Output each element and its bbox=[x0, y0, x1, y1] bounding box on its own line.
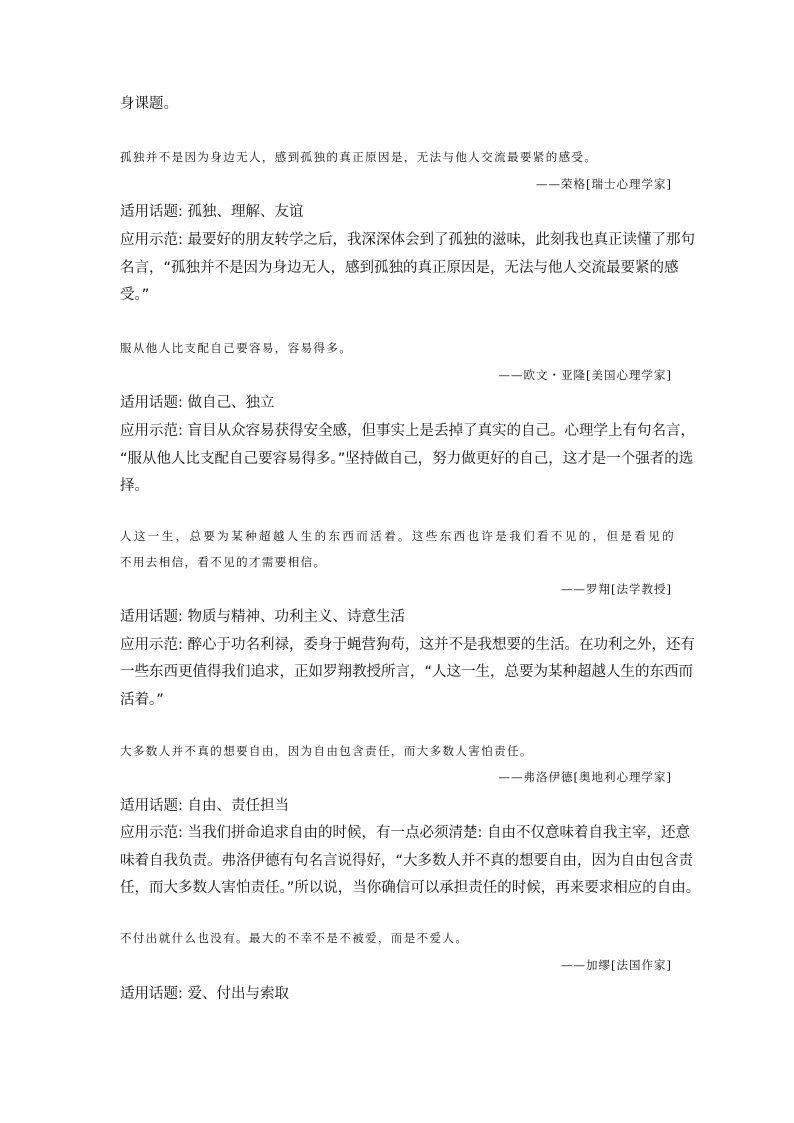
topic-prefix: 适用话题: bbox=[120, 609, 188, 625]
intro-tail-text: 身课题。 bbox=[120, 96, 178, 112]
quote-attribution: ——荣格[瑞士心理学家] bbox=[536, 177, 672, 191]
example-line: 择。 bbox=[120, 478, 149, 494]
quote-text: 服从他人比支配自己要容易，容易得多。 bbox=[120, 341, 353, 355]
topic-line bbox=[120, 796, 289, 816]
example-line: 一些东西更值得我们追求，正如罗翔教授所言，“人这一生，总要为某种超越人生的东西而 bbox=[120, 664, 694, 680]
topic-prefix: 适用话题: bbox=[120, 798, 188, 814]
topic-line bbox=[120, 202, 304, 222]
example-line: 任，而大多数人害怕责任。”所以说，当你确信可以承担责任的时候，再来要求相应的自由。 bbox=[120, 880, 701, 896]
quote-attribution: ——欧文・亚隆[美国心理学家] bbox=[498, 368, 672, 382]
quote-text: 人这一生，总要为某种超越人生的东西而活着。这些东西也许是我们看不见的，但是看见的 bbox=[120, 529, 675, 543]
example-line bbox=[120, 823, 690, 843]
topic-values: 爱、付出与索取 bbox=[187, 986, 289, 1002]
topic-prefix: 适用话题: bbox=[120, 986, 188, 1002]
example-prefix: 应用示范: bbox=[120, 423, 188, 439]
example-line: 活着。” bbox=[120, 692, 164, 708]
quote-attribution: ——弗洛伊德[奥地利心理学家] bbox=[498, 770, 672, 784]
example-line bbox=[120, 230, 695, 250]
example-line bbox=[120, 635, 695, 655]
quote-text: 大多数人并不真的想要自由，因为自由包含责任，而大多数人害怕责任。 bbox=[120, 744, 533, 758]
topic-values: 做自己、独立 bbox=[187, 395, 275, 411]
topic-values: 孤独、理解、友谊 bbox=[187, 204, 304, 220]
topic-prefix: 适用话题: bbox=[120, 204, 188, 220]
quote-attribution: ——加缪[法国作家] bbox=[561, 958, 672, 972]
example-text: 最要好的朋友转学之后，我深深体会到了孤独的滋味，此刻我也真正读懂了那句 bbox=[187, 232, 695, 248]
example-line: “服从他人比支配自己要容易得多。”坚持做自己，努力做更好的自己，这才是一个强者的选 bbox=[120, 451, 694, 467]
example-prefix: 应用示范: bbox=[120, 232, 188, 248]
example-prefix: 应用示范: bbox=[120, 637, 188, 653]
example-text: 盲目从众容易获得安全感，但事实上是丢掉了真实的自己。心理学上有句名言， bbox=[187, 423, 695, 439]
quote-text: 不用去相信，看不见的才需要相信。 bbox=[120, 555, 327, 569]
quote-text: 孤独并不是因为身边无人，感到孤独的真正原因是，无法与他人交流最要紧的感受。 bbox=[120, 150, 598, 164]
topic-prefix: 适用话题: bbox=[120, 395, 188, 411]
example-prefix: 应用示范: bbox=[120, 825, 188, 841]
quote-text: 不付出就什么也没有。最大的不幸不是不被爱，而是不爱人。 bbox=[120, 931, 469, 945]
topic-line bbox=[120, 393, 275, 413]
topic-values: 物质与精神、功利主义、诗意生活 bbox=[187, 609, 405, 625]
example-line: 受。” bbox=[120, 287, 150, 303]
topic-values: 自由、责任担当 bbox=[187, 798, 289, 814]
example-text: 醉心于功名利禄，委身于蝇营狗苟，这并不是我想要的生活。在功利之外，还有 bbox=[187, 637, 695, 653]
example-line bbox=[120, 421, 695, 441]
topic-line bbox=[120, 607, 405, 627]
example-line: 味着自我负责。弗洛伊德有句名言说得好，“大多数人并不真的想要自由，因为自由包含责 bbox=[120, 853, 694, 869]
quote-attribution: ——罗翔[法学教授] bbox=[561, 582, 672, 596]
topic-line bbox=[120, 984, 289, 1004]
example-text: 当我们拼命追求自由的时候，有一点必须清楚: 自由不仅意味着自我主宰，还意 bbox=[187, 825, 690, 841]
example-line: 名言，“孤独并不是因为身边无人，感到孤独的真正原因是，无法与他人交流最要紧的感 bbox=[120, 260, 679, 276]
